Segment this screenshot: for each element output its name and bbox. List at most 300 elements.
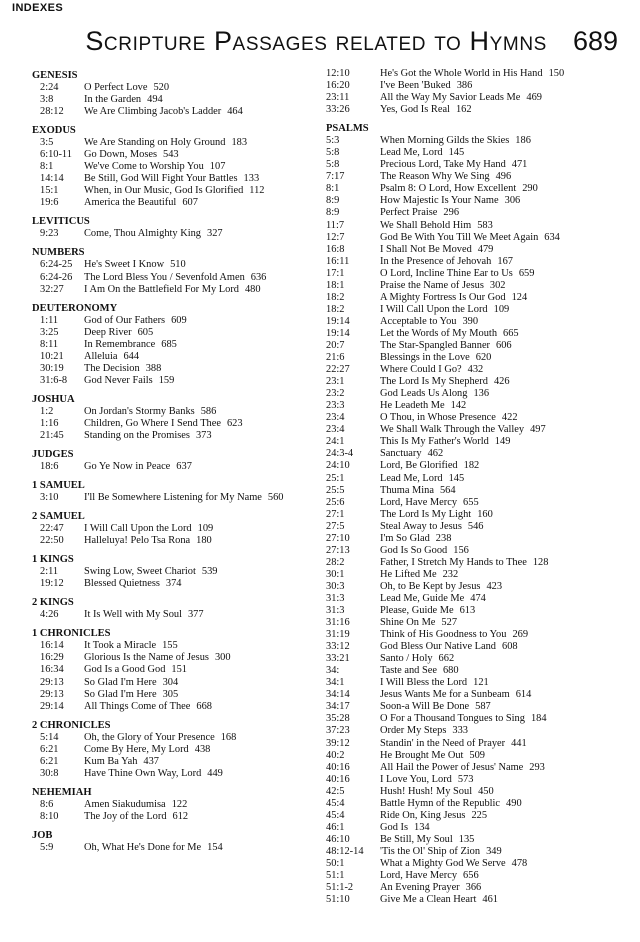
scripture-reference: 1:2 xyxy=(40,405,54,417)
index-entry xyxy=(326,280,626,292)
scripture-reference: 24:10 xyxy=(326,460,350,472)
hymn-title: I Will Bless the Lord xyxy=(380,677,468,689)
scripture-reference: 5:9 xyxy=(40,841,54,853)
hymn-number: 605 xyxy=(137,326,154,338)
index-entry xyxy=(326,268,626,280)
index-entry xyxy=(326,304,626,316)
index-entry xyxy=(32,418,322,430)
hymn-number: 612 xyxy=(172,810,189,822)
hymn-number: 134 xyxy=(414,821,430,833)
hymn-entry xyxy=(84,842,322,854)
index-entry xyxy=(326,460,626,472)
hymn-entry xyxy=(84,94,322,106)
hymn-entry xyxy=(84,744,322,756)
hymn-entry xyxy=(380,665,626,677)
hymn-title: Lead Me, Lord xyxy=(380,147,443,159)
hymn-title: We Shall Behold Him xyxy=(380,219,472,231)
hymn-number: 180 xyxy=(196,535,212,547)
hymn-title: God Be With You Till We Meet Again xyxy=(380,231,539,243)
index-entry xyxy=(326,92,626,104)
hymn-number: 183 xyxy=(231,137,248,149)
hymn-number: 109 xyxy=(197,523,214,535)
book-section xyxy=(32,830,322,854)
hymn-number: 124 xyxy=(511,291,528,303)
hymn-entry xyxy=(380,328,626,340)
hymn-number: 168 xyxy=(220,731,237,743)
hymn-title: God Is a Good God xyxy=(84,664,166,676)
scripture-reference: 3:5 xyxy=(40,137,54,149)
hymn-title: Be Still, My Soul xyxy=(380,833,453,845)
hymn-title: In the Presence of Jehovah xyxy=(380,255,492,267)
hymn-entry xyxy=(84,106,322,118)
hymn-entry xyxy=(380,147,626,159)
hymn-number: 423 xyxy=(486,580,503,592)
hymn-entry xyxy=(380,701,626,713)
scripture-reference: 16:8 xyxy=(326,243,345,255)
index-entry xyxy=(326,870,626,882)
hymn-title: Have Thine Own Way, Lord xyxy=(84,767,202,779)
scripture-reference: 39:12 xyxy=(326,737,350,749)
hymn-number: 636 xyxy=(250,271,267,283)
hymn-title: Ride On, King Jesus xyxy=(380,809,466,821)
hymn-entry xyxy=(380,617,626,629)
hymn-title: Praise the Name of Jesus xyxy=(380,279,484,291)
scripture-reference: 31:3 xyxy=(326,605,345,617)
index-entry xyxy=(326,183,626,195)
hymn-title: He's Sweet I Know xyxy=(84,259,165,271)
index-entry xyxy=(326,545,626,557)
scripture-reference: 30:19 xyxy=(40,362,64,374)
hymn-entry xyxy=(84,566,322,578)
index-entry xyxy=(326,135,626,147)
hymn-title: In the Garden xyxy=(84,94,142,106)
scripture-reference: 35:28 xyxy=(326,713,350,725)
hymn-title: O For a Thousand Tongues to Sing xyxy=(380,713,525,725)
hymn-entry xyxy=(380,473,626,485)
hymn-entry xyxy=(380,533,626,545)
index-entry xyxy=(326,810,626,822)
hymn-title: Be Still, God Will Fight Your Battles xyxy=(84,173,238,185)
hymn-title: I've Been 'Buked xyxy=(380,80,451,92)
index-entry xyxy=(32,272,322,284)
hymn-number: 613 xyxy=(459,605,476,617)
book-section xyxy=(32,449,322,473)
hymn-title: God Leads Us Along xyxy=(380,388,468,400)
book-name: NUMBERS xyxy=(32,247,85,259)
book-section xyxy=(32,247,322,295)
hymn-entry xyxy=(380,316,626,328)
book-name: JOB xyxy=(32,829,53,841)
index-entry xyxy=(32,228,322,240)
scripture-reference: 2:24 xyxy=(40,82,59,93)
hymn-title: I Shall Not Be Moved xyxy=(380,243,472,255)
hymn-entry xyxy=(84,811,322,823)
index-entry xyxy=(32,82,322,94)
hymn-entry xyxy=(84,689,322,701)
hymn-number: 480 xyxy=(244,283,261,295)
hymn-title: The Joy of the Lord xyxy=(84,810,167,822)
index-entry xyxy=(32,351,322,363)
page-number: 689 xyxy=(572,26,618,56)
hymn-entry xyxy=(84,284,322,296)
hymn-number: 377 xyxy=(187,609,204,621)
scripture-reference: 20:7 xyxy=(326,339,345,351)
hymn-title: Children, Go Where I Send Thee xyxy=(84,417,221,429)
scripture-reference: 5:8 xyxy=(326,159,340,171)
hymn-title: Psalm 8: O Lord, How Excellent xyxy=(380,183,517,195)
hymn-entry xyxy=(380,798,626,810)
scripture-reference: 8:11 xyxy=(40,338,59,350)
index-entry xyxy=(32,375,322,387)
book-name: DEUTERONOMY xyxy=(32,302,118,314)
index-entry xyxy=(326,473,626,485)
hymn-entry xyxy=(380,834,626,846)
hymn-number: 464 xyxy=(227,106,243,118)
hymn-title: God Is xyxy=(380,821,408,833)
hymn-title: The Lord Bless You / Sevenfold Amen xyxy=(84,271,245,283)
index-entry xyxy=(326,364,626,376)
scripture-reference: 23:4 xyxy=(326,412,345,424)
book-section xyxy=(32,597,322,621)
hymn-title: I'm So Glad xyxy=(380,532,430,544)
hymn-number: 366 xyxy=(465,882,482,894)
hymn-entry xyxy=(380,689,626,701)
index-entry xyxy=(326,581,626,593)
book-name: JOSHUA xyxy=(32,393,75,405)
scripture-reference: 18:6 xyxy=(40,461,59,473)
hymn-title: I Am On the Battlefield For My Lord xyxy=(84,283,239,295)
index-entry xyxy=(32,185,322,197)
scripture-reference: 16:14 xyxy=(40,640,64,652)
hymn-entry xyxy=(380,460,626,472)
scripture-reference: 31:6-8 xyxy=(40,374,68,386)
scripture-reference: 25:1 xyxy=(326,472,345,484)
index-entry xyxy=(32,768,322,780)
index-entry xyxy=(326,713,626,725)
hymn-entry xyxy=(380,220,626,232)
hymn-entry xyxy=(84,185,322,197)
hymn-number: 390 xyxy=(462,315,479,327)
hymn-number: 665 xyxy=(503,327,519,339)
hymn-entry xyxy=(380,268,626,280)
hymn-title: The Star-Spangled Banner xyxy=(380,339,491,351)
hymn-title: O Perfect Love xyxy=(84,82,148,93)
scripture-reference: 31:3 xyxy=(326,592,345,604)
index-entry xyxy=(32,523,322,535)
hymn-title: All the Way My Savior Leads Me xyxy=(380,92,521,104)
scripture-reference: 17:1 xyxy=(326,267,345,279)
hymn-title: It Is Well with My Soul xyxy=(84,609,182,621)
index-entry xyxy=(32,173,322,185)
scripture-reference: 34:17 xyxy=(326,701,350,713)
index-entry xyxy=(32,609,322,621)
hymn-entry xyxy=(84,197,322,209)
index-entry xyxy=(326,569,626,581)
index-entry xyxy=(326,677,626,689)
index-entry xyxy=(326,328,626,340)
hymn-title: Lord, Have Mercy xyxy=(380,870,458,882)
index-entry xyxy=(32,406,322,418)
hymn-number: 637 xyxy=(176,461,192,473)
hymn-entry xyxy=(380,774,626,786)
hymn-number: 160 xyxy=(477,508,493,520)
index-entry xyxy=(326,207,626,219)
hymn-entry xyxy=(380,497,626,509)
book-section xyxy=(32,628,322,712)
hymn-title: Taste and See xyxy=(380,665,437,677)
hymn-number: 620 xyxy=(475,352,492,364)
index-entry xyxy=(326,617,626,629)
index-entry xyxy=(326,436,626,448)
index-entry xyxy=(326,701,626,713)
hymn-number: 121 xyxy=(473,677,489,689)
book-section xyxy=(32,70,322,118)
hymn-title: We've Come to Worship You xyxy=(84,161,204,173)
book-name: JUDGES xyxy=(32,449,74,461)
hymn-number: 527 xyxy=(441,617,458,629)
hymn-number: 437 xyxy=(143,755,159,767)
scripture-reference: 7:17 xyxy=(326,171,345,183)
hymn-title: Lord, Have Mercy xyxy=(380,496,458,508)
hymn-number: 388 xyxy=(145,362,162,374)
hymn-title: Precious Lord, Take My Hand xyxy=(380,159,506,171)
index-entry xyxy=(326,232,626,244)
hymn-number: 606 xyxy=(496,339,512,351)
index-entry xyxy=(326,738,626,750)
book-section xyxy=(32,480,322,504)
hymn-number: 136 xyxy=(473,388,490,400)
hymn-title: Yes, God Is Real xyxy=(380,104,450,116)
hymn-entry xyxy=(380,80,626,92)
hymn-number: 450 xyxy=(478,785,494,797)
scripture-reference: 8:9 xyxy=(326,195,340,207)
scripture-reference: 33:26 xyxy=(326,104,350,116)
book-section xyxy=(32,554,322,590)
scripture-reference: 12:7 xyxy=(326,231,345,243)
scripture-reference: 28:2 xyxy=(326,556,345,568)
scripture-reference: 29:13 xyxy=(40,676,64,688)
hymn-entry xyxy=(84,535,322,547)
hymn-title: Lead Me, Guide Me xyxy=(380,592,465,604)
scripture-reference: 24:3-4 xyxy=(326,448,354,460)
hymn-title: Thuma Mina xyxy=(380,484,434,496)
hymn-number: 608 xyxy=(502,641,518,653)
scripture-reference: 24:1 xyxy=(326,436,345,448)
scripture-reference: 50:1 xyxy=(326,858,345,869)
index-entry xyxy=(326,689,626,701)
book-name: GENESIS xyxy=(32,70,78,81)
scripture-reference: 45:4 xyxy=(326,809,345,821)
index-entry xyxy=(326,80,626,92)
scripture-reference: 23:1 xyxy=(326,376,345,388)
book-section xyxy=(32,720,322,780)
hymn-number: 461 xyxy=(482,894,498,906)
book-name: NEHEMIAH xyxy=(32,786,92,798)
hymn-title: I Will Call Upon the Lord xyxy=(84,523,192,535)
hymn-title: Alleluia xyxy=(84,350,118,362)
index-column-left xyxy=(32,68,322,861)
hymn-entry xyxy=(380,485,626,497)
hymn-title: Acceptable to You xyxy=(380,315,457,327)
hymn-number: 586 xyxy=(200,405,217,417)
hymn-number: 122 xyxy=(171,798,188,810)
hymn-number: 386 xyxy=(456,80,473,92)
hymn-title: What a Mighty God We Serve xyxy=(380,858,506,869)
hymn-number: 290 xyxy=(522,183,538,195)
scripture-reference: 18:2 xyxy=(326,303,345,315)
hymn-number: 333 xyxy=(452,725,468,737)
hymn-entry xyxy=(84,315,322,327)
scripture-reference: 5:8 xyxy=(326,147,340,159)
scripture-reference: 51:1 xyxy=(326,870,345,882)
hymn-number: 441 xyxy=(511,737,527,749)
scripture-reference: 48:12-14 xyxy=(326,845,364,857)
index-entry xyxy=(32,430,322,442)
hymn-number: 432 xyxy=(467,364,484,376)
book-section xyxy=(32,511,322,547)
hymn-entry xyxy=(380,400,626,412)
scripture-reference: 27:1 xyxy=(326,508,345,520)
hymn-entry xyxy=(380,448,626,460)
index-entry xyxy=(32,106,322,118)
hymn-title: Glorious Is the Name of Jesus xyxy=(84,652,209,664)
hymn-entry xyxy=(380,822,626,834)
scripture-reference: 19:14 xyxy=(326,327,350,339)
hymn-number: 546 xyxy=(467,520,484,532)
hymn-number: 494 xyxy=(147,94,163,106)
scripture-reference: 6:24-26 xyxy=(40,271,73,283)
hymn-entry xyxy=(84,430,322,442)
hymn-entry xyxy=(380,786,626,798)
hymn-title: Shine On Me xyxy=(380,617,436,629)
index-entry xyxy=(326,388,626,400)
hymn-title: How Majestic Is Your Name xyxy=(380,195,499,207)
hymn-title: Think of His Goodness to You xyxy=(380,629,507,641)
hymn-title: God Bless Our Native Land xyxy=(380,641,497,653)
hymn-number: 150 xyxy=(548,68,565,79)
hymn-number: 656 xyxy=(463,870,479,882)
index-entry xyxy=(326,244,626,256)
hymn-title: Standin' in the Need of Prayer xyxy=(380,737,506,749)
hymn-entry xyxy=(380,629,626,641)
scripture-reference: 45:4 xyxy=(326,797,345,809)
scripture-reference: 28:12 xyxy=(40,106,64,118)
hymn-number: 145 xyxy=(448,147,465,159)
scripture-reference: 22:27 xyxy=(326,364,350,376)
index-entry xyxy=(32,137,322,149)
scripture-reference: 12:10 xyxy=(326,68,350,79)
index-entry xyxy=(326,68,626,80)
hymn-entry xyxy=(84,173,322,185)
scripture-reference: 29:14 xyxy=(40,700,64,712)
scripture-reference: 16:29 xyxy=(40,652,64,664)
hymn-entry xyxy=(84,799,322,811)
hymn-title: When, in Our Music, God Is Glorified xyxy=(84,185,244,197)
book-section xyxy=(326,123,626,906)
scripture-reference: 40:2 xyxy=(326,749,345,761)
hymn-title: The Decision xyxy=(84,362,140,374)
scripture-reference: 10:21 xyxy=(40,350,64,362)
hymn-title: Come By Here, My Lord xyxy=(84,743,189,755)
scripture-reference: 18:2 xyxy=(326,291,345,303)
scripture-reference: 8:10 xyxy=(40,810,59,822)
hymn-entry xyxy=(380,858,626,870)
index-entry xyxy=(32,363,322,375)
hymn-entry xyxy=(380,846,626,858)
index-entry xyxy=(326,605,626,617)
hymn-number: 560 xyxy=(267,492,284,504)
hymn-number: 680 xyxy=(442,665,459,677)
hymn-title: The Lord Is My Light xyxy=(380,508,472,520)
hymn-number: 509 xyxy=(469,749,485,761)
scripture-reference: 31:19 xyxy=(326,629,350,641)
hymn-title: Swing Low, Sweet Chariot xyxy=(84,566,196,578)
hymn-entry xyxy=(380,677,626,689)
scripture-reference: 22:50 xyxy=(40,535,64,547)
index-entry xyxy=(326,822,626,834)
hymn-title: I Love You, Lord xyxy=(380,773,452,785)
hymn-entry xyxy=(380,509,626,521)
scripture-reference: 5:14 xyxy=(40,731,59,743)
hymn-number: 655 xyxy=(463,496,479,508)
index-entry xyxy=(326,147,626,159)
hymn-number: 685 xyxy=(161,338,177,350)
hymn-entry xyxy=(84,492,322,504)
hymn-title: Let the Words of My Mouth xyxy=(380,327,498,339)
index-entry xyxy=(326,653,626,665)
hymn-entry xyxy=(380,256,626,268)
hymn-title: God Never Fails xyxy=(84,374,153,386)
hymn-title: Amen Siakudumisa xyxy=(84,798,166,810)
scripture-reference: 5:3 xyxy=(326,135,340,147)
hymn-number: 107 xyxy=(209,161,226,173)
index-entry xyxy=(326,786,626,798)
hymn-entry xyxy=(380,810,626,822)
index-entry xyxy=(326,882,626,894)
hymn-entry xyxy=(380,521,626,533)
hymn-number: 162 xyxy=(455,104,472,116)
book-name: 2 KINGS xyxy=(32,597,74,609)
hymn-number: 462 xyxy=(427,448,444,460)
scripture-reference: 33:12 xyxy=(326,641,350,653)
scripture-reference: 6:21 xyxy=(40,743,59,755)
scripture-reference: 6:10-11 xyxy=(40,149,72,161)
index-entry xyxy=(32,461,322,473)
hymn-number: 634 xyxy=(544,231,560,243)
scripture-reference: 8:6 xyxy=(40,798,54,810)
scripture-reference: 16:20 xyxy=(326,80,350,92)
hymn-number: 135 xyxy=(458,833,475,845)
hymn-title: So Glad I'm Here xyxy=(84,688,157,700)
hymn-number: 474 xyxy=(470,592,486,604)
hymn-title: God Is So Good xyxy=(380,544,448,556)
index-entry xyxy=(32,652,322,664)
hymn-entry xyxy=(84,609,322,621)
hymn-number: 564 xyxy=(439,484,456,496)
scripture-reference: 27:10 xyxy=(326,532,350,544)
scripture-reference: 1:16 xyxy=(40,417,59,429)
index-entry xyxy=(326,834,626,846)
hymn-entry xyxy=(380,424,626,436)
hymn-entry xyxy=(84,578,322,590)
hymn-number: 149 xyxy=(494,436,511,448)
index-entry xyxy=(326,400,626,412)
hymn-title: An Evening Prayer xyxy=(380,882,460,894)
hymn-entry xyxy=(380,92,626,104)
hymn-title: Steal Away to Jesus xyxy=(380,520,462,532)
hymn-number: 302 xyxy=(489,279,506,291)
hymn-title: This Is My Father's World xyxy=(380,436,489,448)
